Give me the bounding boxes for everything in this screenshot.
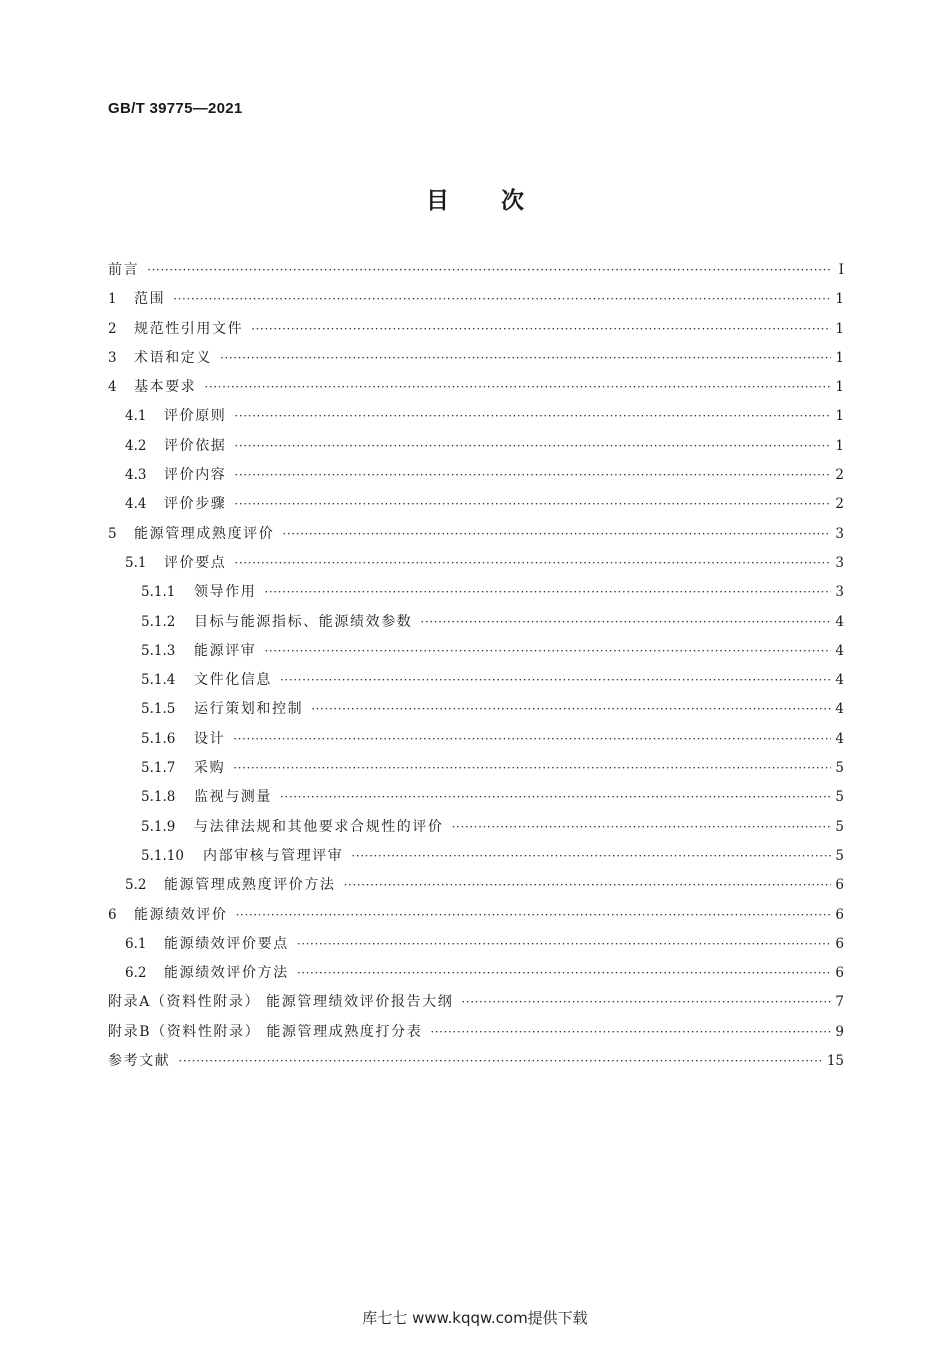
toc-entry-page: 6: [835, 906, 844, 923]
toc-entry-title: 前言: [108, 262, 140, 278]
toc-entry-title: 能源绩效评价要点: [164, 935, 289, 952]
toc-dot-leader: [420, 608, 831, 637]
toc-entry[interactable]: [108, 637, 844, 666]
toc-dot-leader: [344, 871, 832, 900]
toc-entry-number: 4.4: [125, 496, 147, 513]
toc-entry-page: 2: [835, 496, 844, 513]
toc-entry-title: 基本要求: [134, 379, 197, 396]
toc-entry[interactable]: [108, 461, 844, 490]
toc-dot-leader: [297, 959, 832, 988]
toc-entry-number: 5.1.1: [141, 584, 176, 601]
toc-entry[interactable]: [108, 959, 844, 988]
toc-entry-title: 内部审核与管理评审: [203, 847, 344, 864]
toc-dot-leader: [351, 842, 831, 871]
toc-entry-number: 5: [108, 525, 117, 542]
toc-dot-leader: [234, 402, 831, 431]
toc-entry[interactable]: [108, 901, 844, 930]
toc-entry[interactable]: [108, 285, 844, 314]
toc-entry-title: 附录A（资料性附录） 能源管理绩效评价报告大纲: [108, 994, 454, 1011]
toc-dot-leader: [204, 373, 831, 402]
toc-entry[interactable]: [108, 1047, 844, 1076]
toc-dot-leader: [280, 783, 831, 812]
toc-entry-page: 7: [835, 994, 844, 1011]
toc-entry[interactable]: [108, 402, 844, 431]
toc-entry-page: 15: [826, 1053, 844, 1070]
toc-dot-leader: [282, 520, 831, 549]
toc-entry-page: 1: [835, 437, 844, 454]
toc-dot-leader: [264, 578, 831, 607]
toc-dot-leader: [461, 988, 831, 1017]
toc-entry[interactable]: [108, 520, 844, 549]
toc-entry[interactable]: [108, 608, 844, 637]
document-code: GB/T 39775—2021: [108, 100, 243, 117]
toc-entry-title: 领导作用: [194, 584, 257, 601]
toc-entry-page: Ⅰ: [838, 262, 844, 278]
table-of-contents: [108, 256, 844, 1076]
toc-entry-page: 1: [835, 349, 844, 366]
toc-entry-number: 5.1.10: [141, 847, 184, 864]
toc-entry[interactable]: [108, 842, 844, 871]
toc-entry[interactable]: [108, 813, 844, 842]
toc-entry[interactable]: [108, 754, 844, 783]
toc-entry-number: 4.3: [125, 467, 147, 484]
toc-entry-number: 5.2: [125, 877, 147, 894]
toc-entry-number: 5.1: [125, 554, 147, 571]
toc-entry-title: 目标与能源指标、能源绩效参数: [194, 613, 413, 630]
toc-entry-number: 6.1: [125, 935, 147, 952]
toc-entry[interactable]: [108, 666, 844, 695]
toc-dot-leader: [220, 344, 831, 373]
toc-entry-title: 评价原则: [164, 408, 227, 425]
toc-dot-leader: [234, 461, 831, 490]
toc-entry-page: 9: [835, 1023, 844, 1040]
toc-entry-title: 设计: [194, 730, 226, 747]
toc-entry[interactable]: [108, 315, 844, 344]
toc-dot-leader: [233, 725, 831, 754]
toc-entry-number: 5.1.6: [141, 730, 176, 747]
toc-entry[interactable]: [108, 373, 844, 402]
toc-entry-number: 5.1.5: [141, 701, 176, 718]
toc-entry-title: 监视与测量: [194, 789, 272, 806]
toc-entry-title: 评价依据: [164, 437, 227, 454]
toc-entry-title: 文件化信息: [194, 672, 272, 689]
toc-entry-title: 运行策划和控制: [194, 701, 304, 718]
toc-entry[interactable]: [108, 988, 844, 1017]
toc-entry-page: 2: [835, 467, 844, 484]
toc-dot-leader: [430, 1018, 831, 1047]
toc-entry-title: 评价步骤: [164, 496, 227, 513]
toc-entry[interactable]: [108, 432, 844, 461]
toc-entry-number: 6: [108, 906, 117, 923]
toc-entry[interactable]: [108, 490, 844, 519]
toc-entry[interactable]: [108, 930, 844, 959]
toc-entry-number: 5.1.8: [141, 789, 176, 806]
toc-entry-page: 4: [835, 613, 844, 630]
toc-entry-title: 能源管理成熟度评价: [134, 525, 275, 542]
toc-entry-title: 规范性引用文件: [134, 320, 244, 337]
toc-entry[interactable]: [108, 725, 844, 754]
toc-dot-leader: [280, 666, 831, 695]
toc-entry-title: 能源管理成熟度评价方法: [164, 877, 336, 894]
toc-entry-page: 6: [835, 935, 844, 952]
toc-entry-number: 2: [108, 320, 117, 337]
toc-entry[interactable]: [108, 1018, 844, 1047]
toc-entry[interactable]: [108, 783, 844, 812]
toc-entry-page: 5: [835, 789, 844, 806]
toc-entry-page: 5: [835, 847, 844, 864]
toc-entry[interactable]: [108, 695, 844, 724]
toc-entry-page: 3: [835, 525, 844, 542]
toc-entry-title: 能源评审: [194, 642, 257, 659]
toc-dot-leader: [452, 813, 832, 842]
toc-entry-title: 参考文献: [108, 1053, 171, 1070]
toc-entry-page: 4: [835, 730, 844, 747]
toc-entry[interactable]: [108, 256, 844, 285]
toc-entry[interactable]: [108, 549, 844, 578]
toc-entry[interactable]: [108, 578, 844, 607]
toc-entry-number: 3: [108, 349, 117, 366]
toc-entry-number: 5.1.3: [141, 642, 176, 659]
toc-dot-leader: [234, 432, 831, 461]
toc-entry-number: 5.1.2: [141, 613, 176, 630]
toc-entry[interactable]: [108, 344, 844, 373]
toc-dot-leader: [297, 930, 832, 959]
toc-entry-number: 5.1.7: [141, 760, 176, 777]
toc-dot-leader: [178, 1047, 822, 1076]
toc-entry-page: 1: [835, 320, 844, 337]
toc-dot-leader: [173, 285, 831, 314]
toc-entry-number: 4.2: [125, 437, 147, 454]
toc-dot-leader: [147, 256, 832, 285]
toc-entry-page: 6: [835, 877, 844, 894]
toc-entry-number: 6.2: [125, 965, 147, 982]
toc-dot-leader: [236, 901, 832, 930]
toc-entry-page: 3: [835, 584, 844, 601]
toc-entry-page: 1: [835, 379, 844, 396]
toc-entry-number: 5.1.4: [141, 672, 176, 689]
toc-entry-title: 评价内容: [164, 467, 227, 484]
toc-entry-page: 1: [835, 408, 844, 425]
toc-dot-leader: [264, 637, 831, 666]
toc-entry-page: 4: [835, 672, 844, 689]
toc-entry-number: 4.1: [125, 408, 147, 425]
toc-entry-title: 附录B（资料性附录） 能源管理成熟度打分表: [108, 1023, 423, 1040]
toc-entry-page: 3: [835, 554, 844, 571]
toc-entry-title: 采购: [194, 760, 226, 777]
toc-entry-number: 5.1.9: [141, 818, 176, 835]
toc-entry-page: 6: [835, 965, 844, 982]
toc-dot-leader: [234, 549, 831, 578]
toc-entry-title: 与法律法规和其他要求合规性的评价: [194, 818, 444, 835]
toc-dot-leader: [234, 490, 831, 519]
toc-entry-title: 能源绩效评价: [134, 906, 228, 923]
toc-entry-number: 1: [108, 291, 117, 308]
toc-dot-leader: [233, 754, 831, 783]
toc-entry-page: 1: [835, 291, 844, 308]
page-title: 目次: [426, 188, 576, 214]
toc-entry-title: 评价要点: [164, 554, 227, 571]
toc-entry[interactable]: [108, 871, 844, 900]
toc-entry-title: 能源绩效评价方法: [164, 965, 289, 982]
toc-dot-leader: [311, 695, 831, 724]
download-watermark: 库七七 www.kqqw.com提供下载: [362, 1309, 588, 1327]
toc-entry-page: 5: [835, 818, 844, 835]
toc-dot-leader: [251, 315, 831, 344]
toc-entry-number: 4: [108, 379, 117, 396]
toc-entry-page: 4: [835, 642, 844, 659]
toc-entry-title: 范围: [134, 291, 166, 308]
toc-entry-page: 5: [835, 760, 844, 777]
toc-entry-page: 4: [835, 701, 844, 718]
toc-entry-title: 术语和定义: [134, 349, 212, 366]
